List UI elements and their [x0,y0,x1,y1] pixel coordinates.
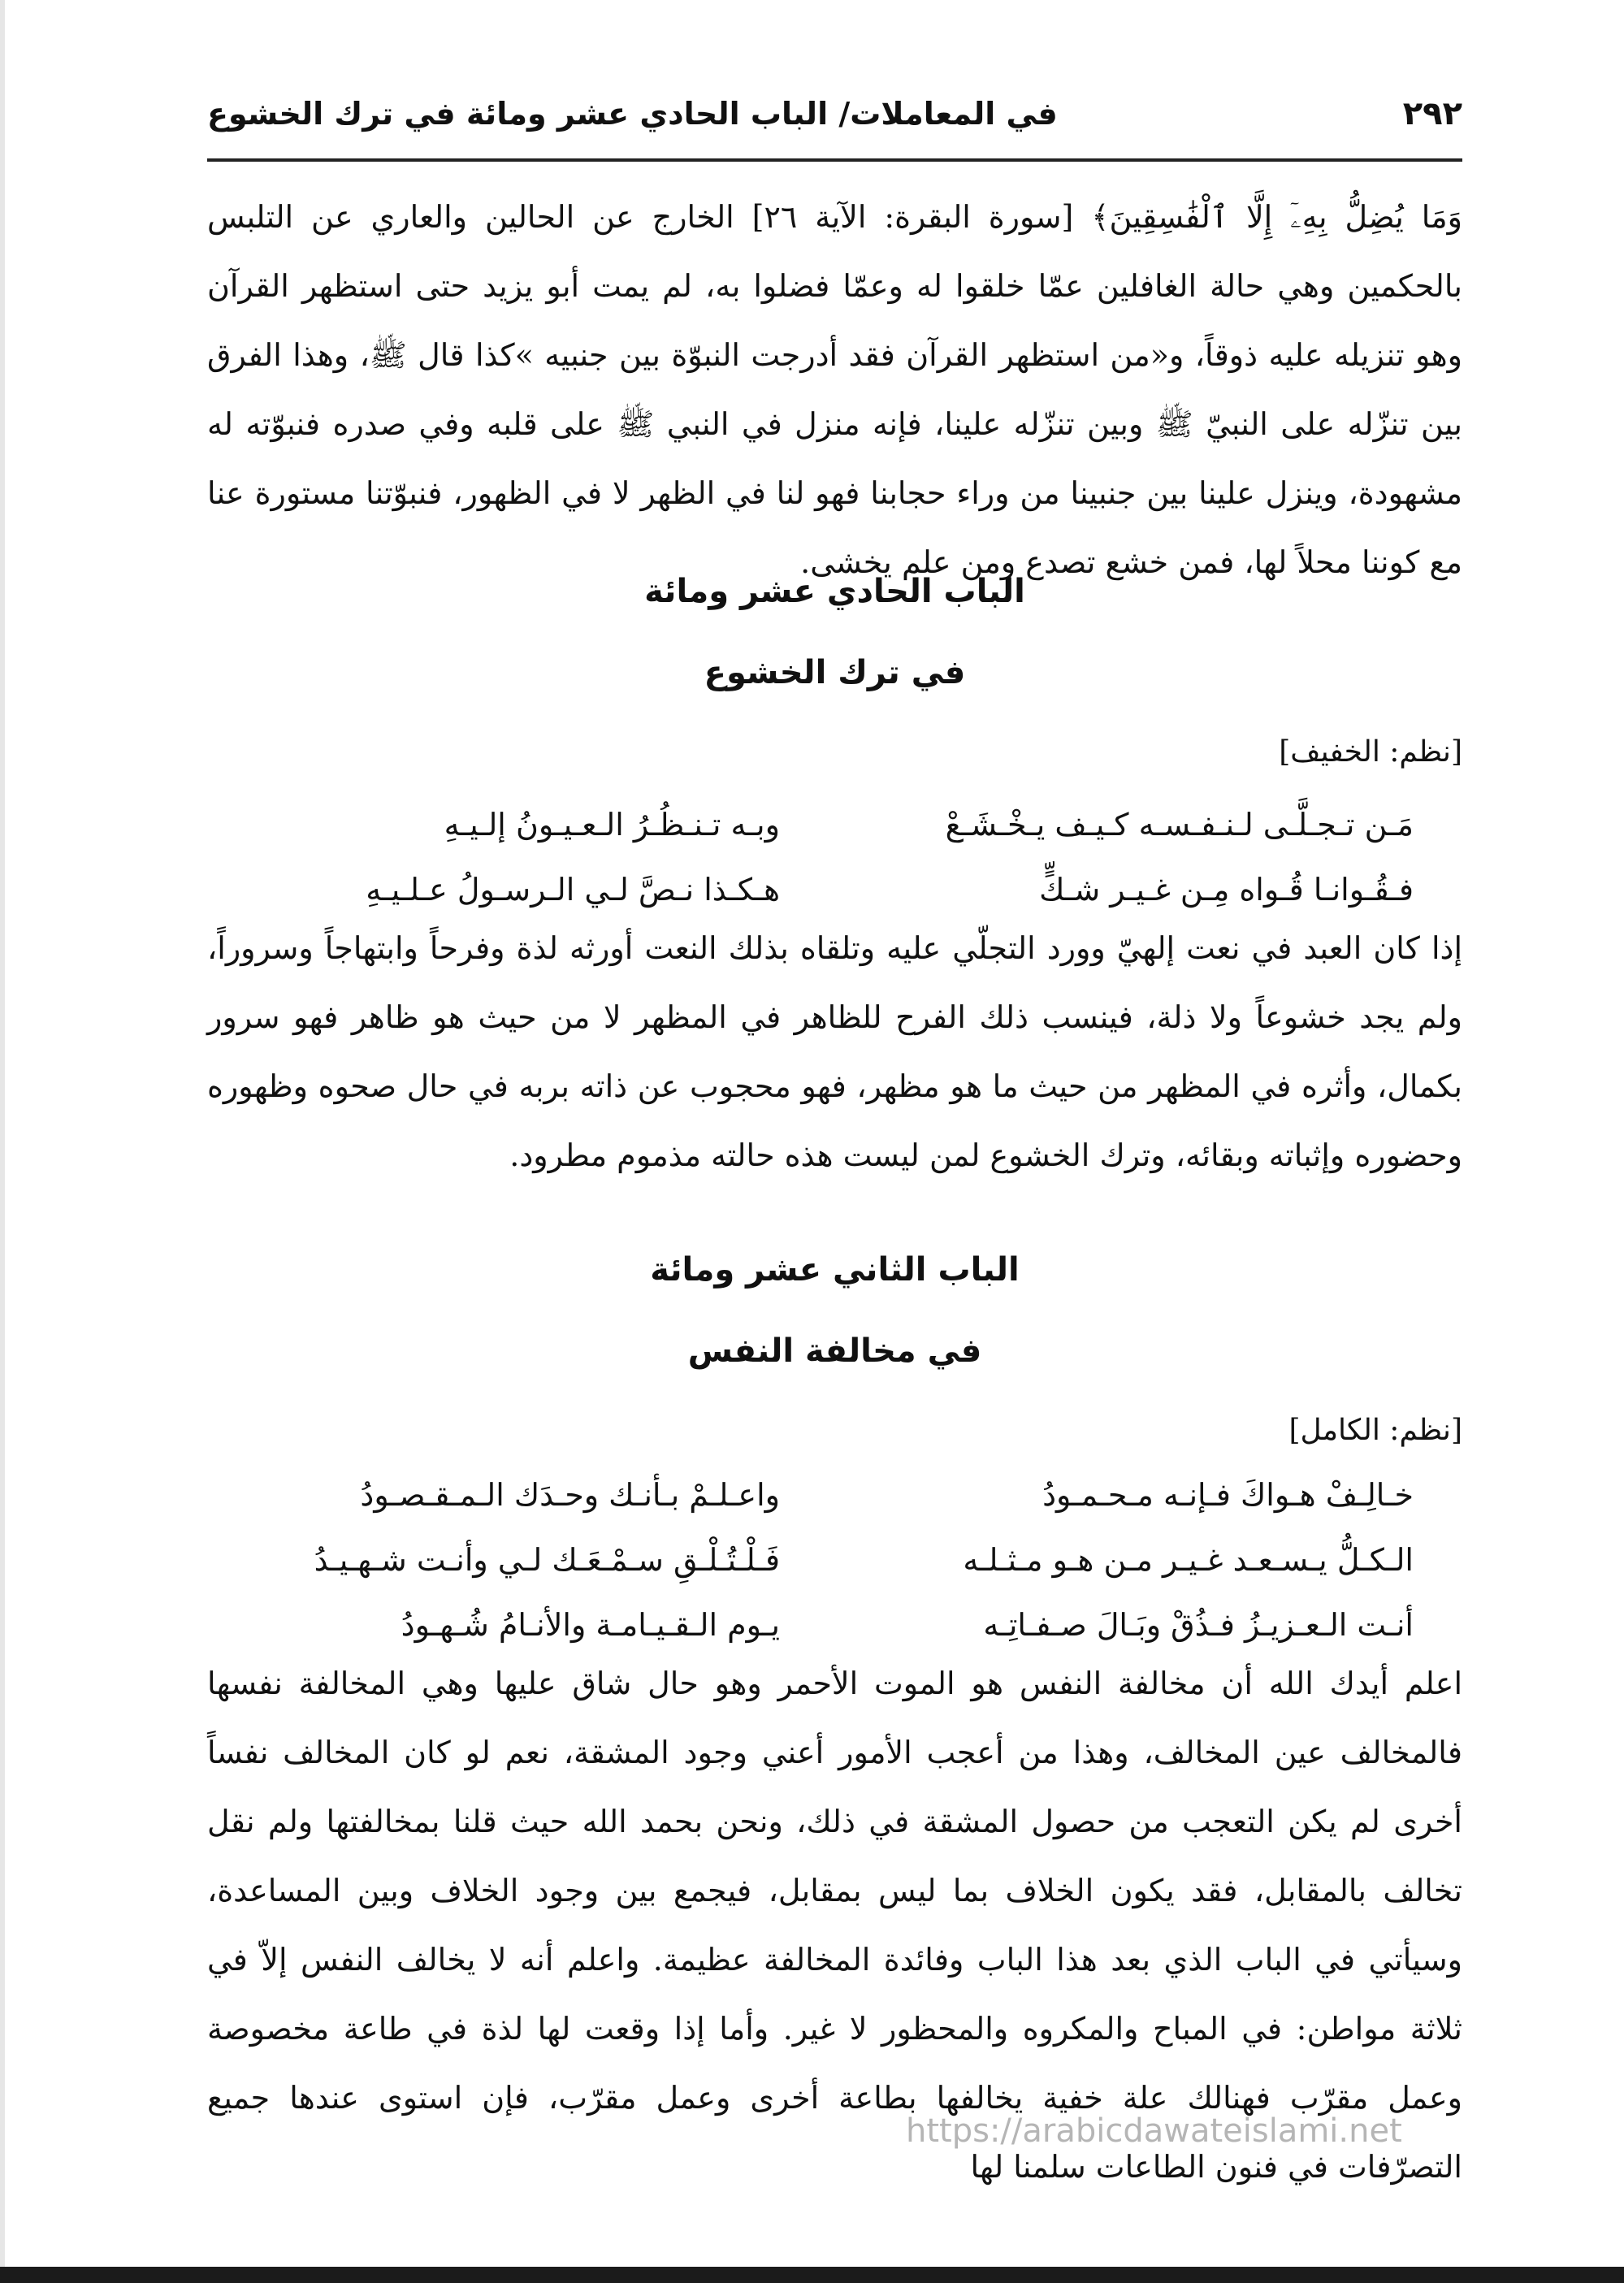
verse-hemistich-second: واعـلـمْ بـأنـك وحـدَك الـمـقـصـودُ [360,1477,780,1513]
verse-hemistich-second: يـوم الـقـيـامـة والأنـامُ شُـهـودُ [401,1607,780,1643]
verse-line [207,1592,1462,1657]
verse-line [207,1527,1462,1592]
header-rule [207,158,1462,162]
chapter-112-body: اعلم أيدك الله أن مخالفة النفس هو الموت الأحمر وهو حال شاق عليها وهي المخالفة نفسها فالمخالف عين المخالف، وهذا من أعجب الأمور أعني وجود المشقة، نعم لو كان المخالف نفساً أخرى لم يكن التعجب من حصول المشقة في ذلك، ونحن بحمد الله حيث قلنا بمخالفتها ولم نقل تخالف بالمقابل، فقد يكون الخلاف بما ليس بمقابل، فيجمع بين وجود الخلاف وبين المساعدة، وسيأتي في الباب الذي بعد هذا الباب وفائدة المخالفة عظيمة. واعلم أنه لا يخالف النفس إلاّ في ثلاثة مواطن: في المباح والمكروه والمحظور لا غير. وأما إذا وقعت لها لذة في طاعة مخصوصة وعمل مقرّب فهنالك علة خفية يخالفها بطاعة أخرى وعمل مقرّب، فإن استوى عندها جميع التصرّفات في فنون الطاعات سلمنا لها [207,1666,1462,2185]
intro-paragraph: وَمَا يُضِلُّ بِهِۦٓ إِلَّا ٱلْفَٰسِقِينَ﴾ [سورة البقرة: الآية ٢٦] الخارج عن الحالين والعاري عن التلبس بالحكمين وهي حالة الغافلين عمّا خلقوا له وعمّا فضلوا به، لم يمت أبو يزيد حتى استظهر القرآن وهو تنزيله عليه ذوقاً، و«من استظهر القرآن فقد أدرجت النبوّة بين جنبيه »كذا قال ﷺ، وهذا الفرق بين تنزّله على النبيّ ﷺ وبين تنزّله علينا، فإنه منزل في النبي ﷺ على قلبه وفي صدره فنبوّته له مشهودة، وينزل علينا بين جنبينا من وراء حجابنا فهو لنا في الظهر لا في الظهور، فنبوّتنا مستورة عنا مع كوننا محلاً لها، فمن خشع تصدع ومن علم يخشى. [207,199,1462,580]
chapter-112-subtitle: في مخالفة النفس [687,1332,982,1370]
verse-hemistich-second: هـكـذا نـصَّ لـي الـرسـولُ عـلـيـهِ [366,872,780,908]
watermark-url: https://arabicdawateislami.net [906,2112,1402,2150]
chapter-111-subtitle: في ترك الخشوع [704,654,966,691]
verse-hemistich-first: الـكـلُّ يـسـعـد غـيـر مـن هـو مـثـلـه [963,1542,1414,1578]
verse-hemistich-first: أنـت الـعـزيـزُ فـذُقْ وبَـالَ صـفـاتِـه [983,1607,1414,1643]
verse-hemistich-second: وبـه تـنـظُـرُ الـعـيـونُ إلـيـهِ [444,807,780,843]
verse-hemistich-first: مَـن تـجـلَّـى لـنـفـسـه كـيـف يـخْـشَـعْ [945,807,1414,843]
page-number: ٢٩٢ [1402,95,1462,132]
chapter-112-title: الباب الثاني عشر ومائة [650,1251,1020,1289]
verse-hemistich-first: خـالِـفْ هـواكَ فـإنـه مـحـمـودُ [1042,1477,1414,1513]
verse-hemistich-second: فَـلْـتُـلْـقِ سـمْـعَـك لـي وأنـت شـهـيـدُ [314,1542,780,1578]
chapter-111-meter: [نظم: الخفيف] [1279,735,1462,769]
scan-edge-bottom [0,2267,1624,2283]
verse-hemistich-first: فـقُـوانـا قُـواه مِـن غـيـر شـكٍّ [1039,872,1414,908]
running-title: في المعاملات/ الباب الحادي عشر ومائة في ترك الخشوع [207,96,1058,132]
chapter-112-meter: [نظم: الكامل] [1288,1414,1462,1447]
verse-line [207,792,1462,857]
chapter-111-body: إذا كان العبد في نعت إلهيّ وورد التجلّي عليه وتلقاه بذلك النعت أورثه لذة وفرحاً وابتهاجاً وسروراً، ولم يجد خشوعاً ولا ذلة، فينسب ذلك الفرح للظاهر في المظهر لا من حيث هو ظاهر فهو سرور بكمال، وأثره في المظهر من حيث ما هو مظهر، فهو محجوب عن ذاته بربه في حال صحوه وظهوره وحضوره وإثباته وبقائه، وترك الخشوع لمن ليست هذه حالته مذموم مطرود. [207,930,1462,1173]
verse-line [207,1462,1462,1527]
scan-edge-left [0,0,5,2283]
page-header [207,81,1462,146]
verse-line [207,857,1462,922]
chapter-111-title: الباب الحادي عشر ومائة [644,573,1025,610]
